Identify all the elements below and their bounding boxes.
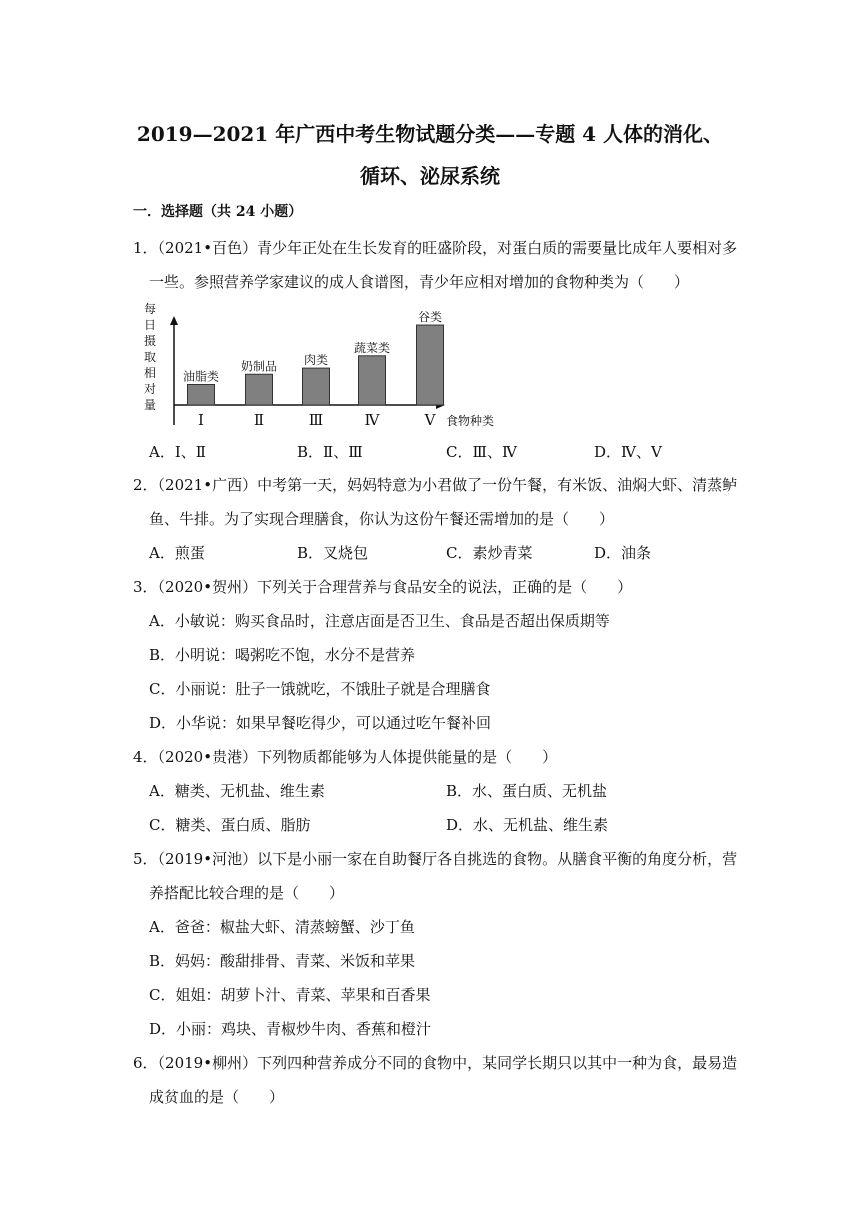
section-heading: 一．选择题（共 24 小题） xyxy=(133,204,303,220)
bar-label-1: 油脂类 xyxy=(182,369,220,384)
question-3-line-1: 3．（2020•贺州）下列关于合理营养与食品安全的说法，正确的是（ ） xyxy=(133,578,633,596)
question-2-line-2: 鱼、牛排。为了实现合理膳食，你认为这份午餐还需增加的是（ ） xyxy=(149,510,615,528)
question-5-option-c[interactable]: C．姐姐：胡萝卜汁、青菜、苹果和百香果 xyxy=(149,986,431,1004)
question-3-option-c[interactable]: C．小丽说：肚子一饿就吃，不饿肚子就是合理膳食 xyxy=(149,680,491,698)
y-axis-label: 每日摄取相对量 xyxy=(144,302,157,412)
question-4-option-d[interactable]: D．水、无机盐、维生素 xyxy=(446,816,609,834)
food-chart xyxy=(138,297,518,432)
bar-label-2: 奶制品 xyxy=(240,359,278,374)
question-4-line-1: 4．（2020•贵港）下列物质都能够为人体提供能量的是（ ） xyxy=(133,748,558,766)
bar-3 xyxy=(303,368,330,405)
bar-4 xyxy=(359,356,386,405)
question-4-option-b[interactable]: B．水、蛋白质、无机盐 xyxy=(446,782,608,800)
question-1-option-c[interactable]: C．Ⅲ、Ⅳ xyxy=(446,443,517,461)
bar-1 xyxy=(188,385,215,406)
question-2-option-b[interactable]: B．叉烧包 xyxy=(297,544,369,562)
question-4-option-a[interactable]: A．糖类、无机盐、维生素 xyxy=(149,782,325,800)
page-title-line-2: 循环、泌尿系统 xyxy=(360,164,500,188)
x-tick-2: Ⅱ xyxy=(253,411,265,429)
question-5-line-1: 5．（2019•河池）以下是小丽一家在自助餐厅各自挑选的食物。从膳食平衡的角度分析，营 xyxy=(133,850,738,868)
question-2-line-1: 2．（2021•广西）中考第一天，妈妈特意为小君做了一份午餐，有米饭、油焖大虾、清蒸鲈 xyxy=(133,476,738,494)
question-1-line-2: 一些。参照营养学家建议的成人食谱图，青少年应相对增加的食物种类为（ ） xyxy=(149,273,690,291)
question-1-line-1: 1．（2021•百色）青少年正处在生长发育的旺盛阶段，对蛋白质的需要量比成年人要相对多 xyxy=(133,239,738,257)
question-1-option-d[interactable]: D．Ⅳ、Ⅴ xyxy=(594,443,662,461)
page-title-line-1: 2019—2021 年广西中考生物试题分类——专题 4 人体的消化、 xyxy=(136,122,724,146)
question-5-option-d[interactable]: D．小丽：鸡块、青椒炒牛肉、香蕉和橙汁 xyxy=(149,1020,432,1038)
y-axis-arrow xyxy=(170,316,178,325)
question-2-option-d[interactable]: D．油条 xyxy=(594,544,652,562)
question-5-option-a[interactable]: A．爸爸：椒盐大虾、清蒸螃蟹、沙丁鱼 xyxy=(149,918,415,936)
bar-2 xyxy=(246,374,273,405)
question-3-option-b[interactable]: B．小明说：喝粥吃不饱，水分不是营养 xyxy=(149,646,416,664)
question-5-option-b[interactable]: B．妈妈：酸甜排骨、青菜、米饭和苹果 xyxy=(149,952,416,970)
bar-label-4: 蔬菜类 xyxy=(353,340,391,355)
x-tick-1: Ⅰ xyxy=(198,411,204,429)
question-2-option-c[interactable]: C．素炒青菜 xyxy=(446,544,533,562)
bar-label-5: 谷类 xyxy=(417,310,443,325)
question-4-option-c[interactable]: C．糖类、蛋白质、脂肪 xyxy=(149,816,311,834)
bar-5 xyxy=(417,325,444,405)
question-5-line-2: 养搭配比较合理的是（ ） xyxy=(149,884,345,902)
question-2-option-a[interactable]: A．煎蛋 xyxy=(149,544,205,562)
question-6-line-2: 成贫血的是（ ） xyxy=(149,1088,285,1106)
question-1-option-b[interactable]: B．Ⅱ、Ⅲ xyxy=(297,443,363,461)
x-tick-5: Ⅴ xyxy=(424,411,436,429)
bar-label-3: 肉类 xyxy=(303,353,329,368)
question-3-option-d[interactable]: D．小华说：如果早餐吃得少，可以通过吃午餐补回 xyxy=(149,714,492,732)
question-1-option-a[interactable]: A．Ⅰ、Ⅱ xyxy=(149,443,206,461)
x-tick-3: Ⅲ xyxy=(308,411,324,429)
x-axis-label: 食物种类 xyxy=(446,414,495,428)
x-tick-4: Ⅳ xyxy=(364,411,380,429)
question-6-line-1: 6．（2019•柳州）下列四种营养成分不同的食物中，某同学长期只以其中一种为食，最易造 xyxy=(133,1054,738,1072)
question-3-option-a[interactable]: A．小敏说：购买食品时，注意店面是否卫生、食品是否超出保质期等 xyxy=(149,612,610,630)
